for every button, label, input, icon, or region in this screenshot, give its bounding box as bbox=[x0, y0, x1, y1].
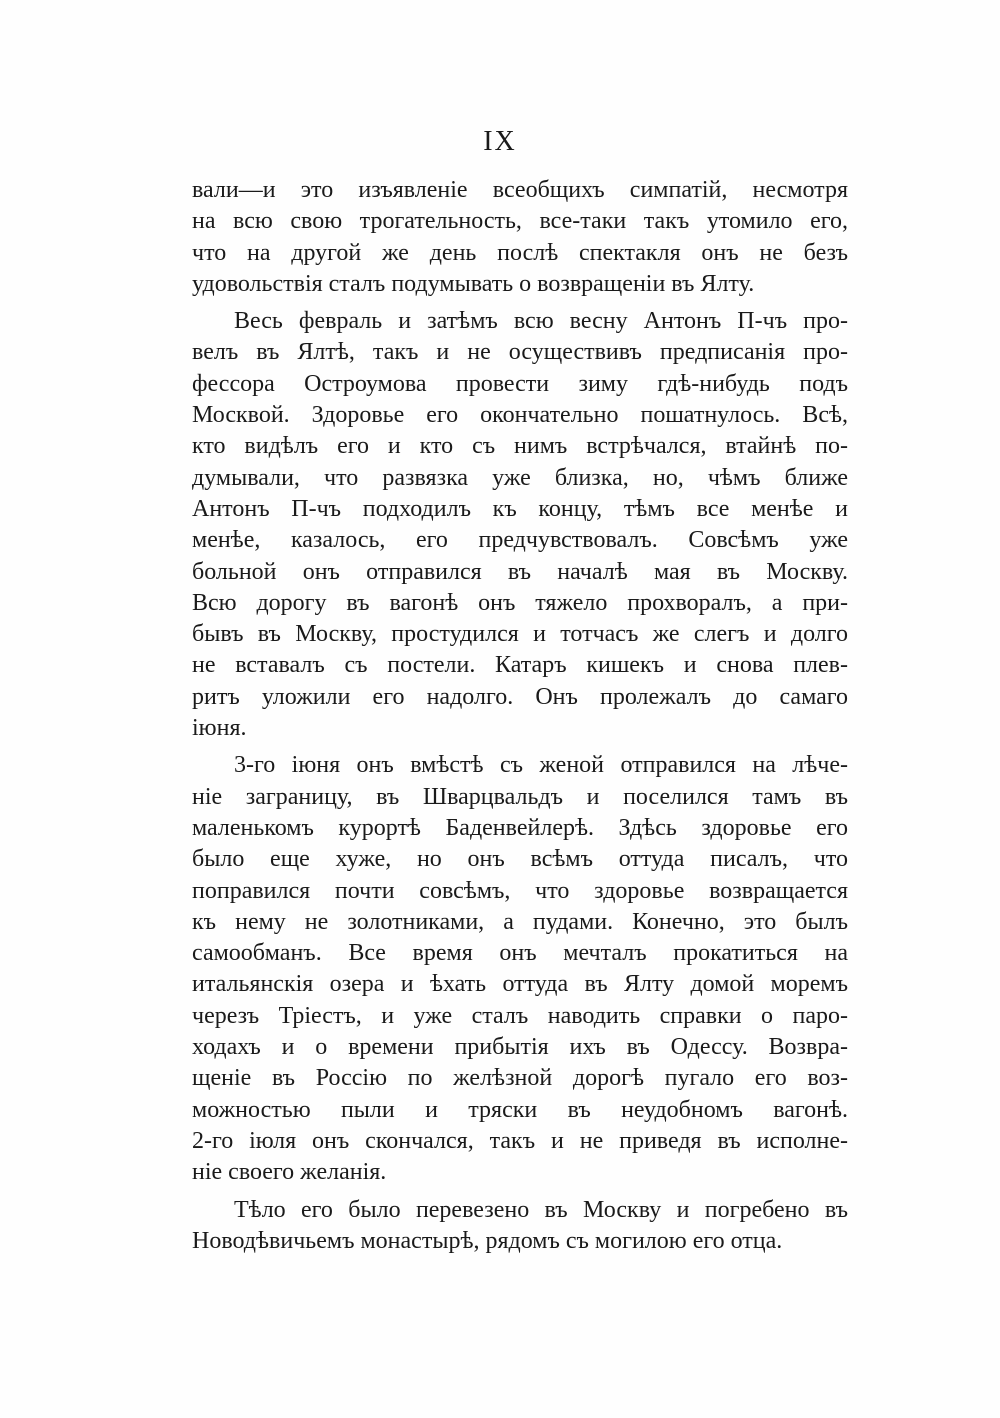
text-line: удовольствія сталъ подумывать о возвращеніи въ Ялту. bbox=[192, 270, 755, 297]
text-line: ходахъ и о времени прибытія ихъ въ Одессу. Возвра- bbox=[192, 1034, 848, 1061]
text-line: Тѣло его было перевезено въ Москву и погребено въ bbox=[234, 1196, 848, 1223]
text-line: Антонъ П-чъ подходилъ къ концу, тѣмъ все менѣе и bbox=[192, 495, 848, 522]
text-line: ніе своего желанія. bbox=[192, 1159, 387, 1186]
text-line: къ нему не золотниками, а пудами. Конечно, это былъ bbox=[192, 908, 848, 935]
text-line: кто видѣлъ его и кто съ нимъ встрѣчался, втайнѣ по- bbox=[192, 433, 848, 460]
text-line: больной онъ отправился въ началѣ мая въ Москву. bbox=[192, 558, 848, 585]
text-line: велъ въ Ялтѣ, такъ и не осуществивъ предписанія про- bbox=[192, 339, 848, 366]
text-line: поправился почти совсѣмъ, что здоровье возвращается bbox=[192, 877, 848, 904]
text-line: 3-го іюня онъ вмѣстѣ съ женой отправился на лѣче- bbox=[234, 752, 848, 779]
text-line: бывъ въ Москву, простудился и тотчасъ же слегъ и долго bbox=[192, 621, 848, 648]
paragraph bbox=[192, 750, 848, 1188]
text-line: Новодѣвичьемъ монастырѣ, рядомъ съ могилою его отца. bbox=[192, 1227, 783, 1254]
text-line: іюня. bbox=[192, 715, 247, 742]
page-number: IX bbox=[483, 126, 517, 157]
text-line: Весь февраль и затѣмъ всю весну Антонъ П-чъ про- bbox=[234, 308, 848, 335]
text-line: ніе заграницу, въ Шварцвальдъ и поселился тамъ въ bbox=[192, 783, 848, 810]
body-text bbox=[192, 175, 848, 1257]
text-line: щеніе въ Россію по желѣзной дорогѣ пугало его воз- bbox=[192, 1065, 848, 1092]
text-line: 2-го іюля онъ скончался, такъ и не приведя въ исполне- bbox=[192, 1127, 848, 1154]
text-line: Москвой. Здоровье его окончательно пошатнулось. Всѣ, bbox=[192, 402, 848, 429]
paragraph bbox=[192, 175, 848, 300]
text-line: черезъ Тріестъ, и уже сталъ наводить справки о паро- bbox=[192, 1002, 848, 1029]
text-line: менѣе, казалось, его предчувствовалъ. Совсѣмъ уже bbox=[192, 527, 848, 554]
text-line: маленькомъ курортѣ Баденвейлерѣ. Здѣсь здоровье его bbox=[192, 814, 848, 841]
text-line: фессора Остроумова провести зиму гдѣ-нибудь подъ bbox=[192, 370, 848, 397]
text-line: думывали, что развязка уже близка, но, чѣмъ ближе bbox=[192, 464, 848, 491]
text-line: что на другой же день послѣ спектакля онъ не безъ bbox=[192, 239, 848, 266]
paragraph bbox=[192, 306, 848, 744]
text-line: ритъ уложили его надолго. Онъ пролежалъ до самаго bbox=[192, 683, 848, 710]
text-line: можностью пыли и тряски въ неудобномъ вагонѣ. bbox=[192, 1096, 848, 1123]
text-line: не вставалъ съ постели. Катаръ кишекъ и снова плев- bbox=[192, 652, 848, 679]
paragraph bbox=[192, 1195, 848, 1258]
text-line: на всю свою трогательность, все-таки такъ утомило его, bbox=[192, 208, 848, 235]
text-line: вали—и это изъявленіе всеобщихъ симпатій, несмотря bbox=[192, 177, 848, 203]
text-line: самообманъ. Все время онъ мечталъ прокатиться на bbox=[192, 940, 848, 967]
text-line: Всю дорогу въ вагонѣ онъ тяжело прохворалъ, а при- bbox=[192, 589, 848, 616]
text-line: было еще хуже, но онъ всѣмъ оттуда писалъ, что bbox=[192, 846, 848, 873]
text-line: итальянскія озера и ѣхать оттуда въ Ялту домой моремъ bbox=[192, 971, 848, 998]
